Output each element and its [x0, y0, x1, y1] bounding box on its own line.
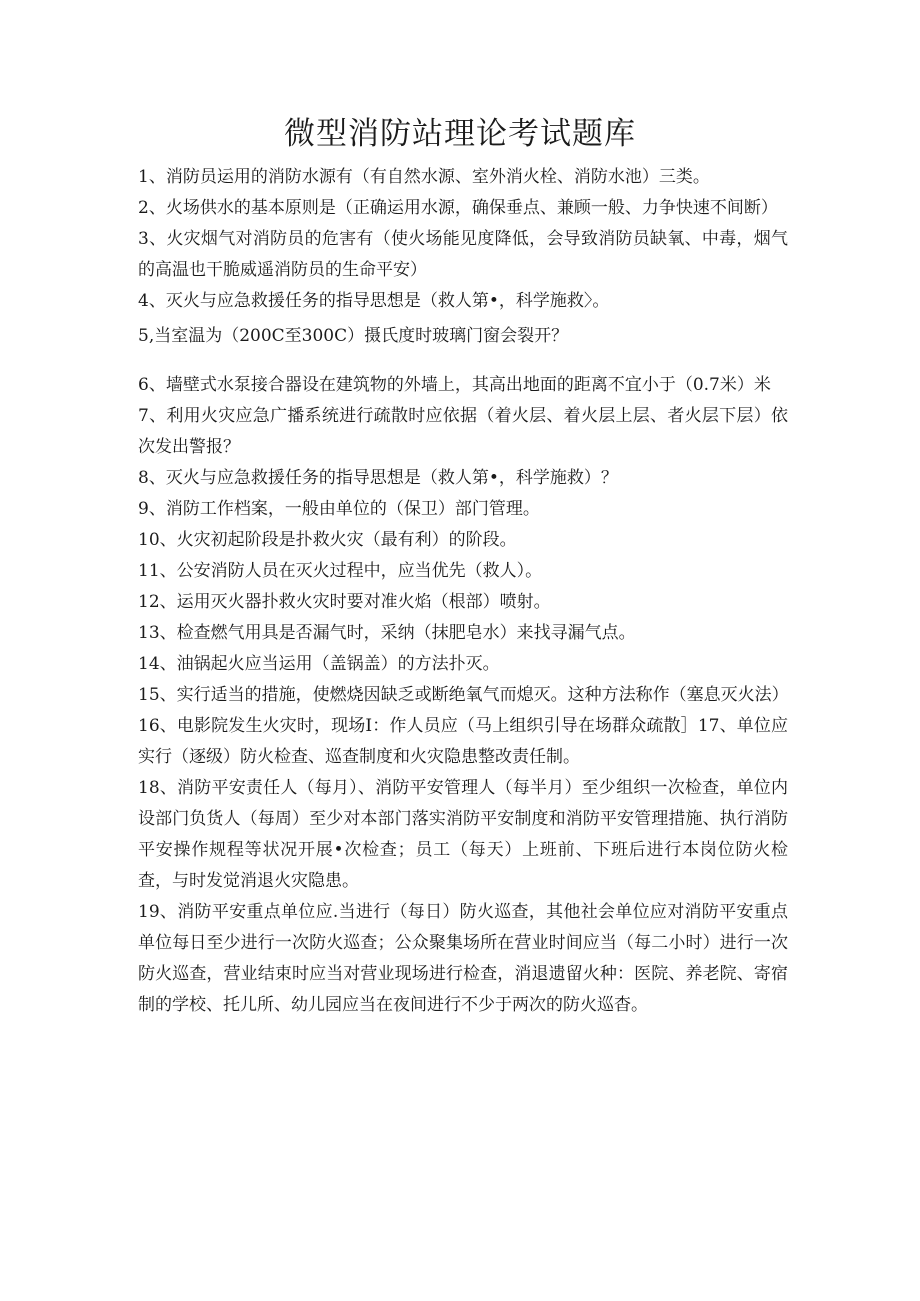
question-item: 19、消防平安重点单位应.当进行（每日）防火巡查，其他社会单位应对消防平安重点单位每日至少进行一次防火巡查；公众聚集场所在营业时间应当（每二小时）进行一次防火巡查，营业结束时应当对营业现场进行检查，消退遗留火种：医院、养老院、寄宿制的学校、托儿所、幼儿园应当在夜间进行不少于两次的防火巡杳。	[138, 902, 788, 1015]
question-item: 12、运用灭火器扑救火灾时要对准火焰（根部）喷射。	[138, 592, 551, 612]
question-item: 4、灭火与应急救援任务的指导思想是（救人第•，科学施救〉。	[138, 291, 610, 311]
question-item: 7、利用火灾应急广播系统进行疏散时应依据（着火层、着火层上层、者火层下层）依次发出警报？	[138, 406, 788, 457]
question-item: 3、火灾烟气对消防员的危害有（使火场能见度降低，会导致消防员缺氧、中毒，烟气的高温也干脆威遥消防员的生命平安）	[138, 229, 788, 280]
question-item: 8、灭火与应急救援任务的指导思想是（救人第•，科学施救）？	[138, 468, 618, 488]
question-item: 16、电影院发生火灾时，现场I：作人员应（马上组织引导在场群众疏散］17、单位应实行（逐级）防火检查、巡查制度和火灾隐患整改责任制。	[138, 716, 788, 767]
question-item: 9、消防工作档案，一般由单位的（保卫）部门管理。	[138, 499, 540, 519]
page-title: 微型消防站理论考试题库	[284, 116, 636, 152]
question-item: 13、检查燃气用具是否漏气时，采纳（抹肥皂水）来找寻漏气点。	[138, 623, 636, 643]
question-item: 10、火灾初起阶段是扑救火灾（最有利）的阶段。	[138, 530, 517, 550]
question-item: 18、消防平安责任人（每月）、消防平安管理人（每半月）至少组织一次检查，单位内设部门负货人（每周）至少对本部门落实消防平安制度和消防平安管理措施、执行消防平安操作规程等状况开展•次检查；员工（每天）上班前、下班后进行本岗位防火检查，与时发觉消退火灾隐患。	[138, 778, 788, 891]
question-item: 1、消防员运用的消防水源有（有自然水源、室外消火栓、消防水池）三类。	[138, 167, 710, 187]
question-item: 14、油锅起火应当运用（盖锅盖）的方法扑灭。	[138, 654, 500, 674]
question-item: 5,当室温为（200C至300C）摄氏度时玻璃门窗会裂开？	[138, 326, 569, 346]
question-item: 11、公安消防人员在灭火过程中，应当优先（救人）。	[138, 561, 543, 581]
question-list	[138, 162, 788, 1021]
question-item: 15、实行适当的措施，使燃烧因缺乏或断绝氧气而熄灭。这种方法称作（塞息灭火法）	[138, 685, 789, 705]
question-item: 2、火场供水的基本原则是（正确运用水源，确保垂点、兼顾一般、力争快速不间断）	[138, 198, 778, 218]
question-item: 6、墙壁式水泵接合器设在建筑物的外墙上，其高出地面的距离不宜小于（0.7米）米	[138, 375, 771, 395]
